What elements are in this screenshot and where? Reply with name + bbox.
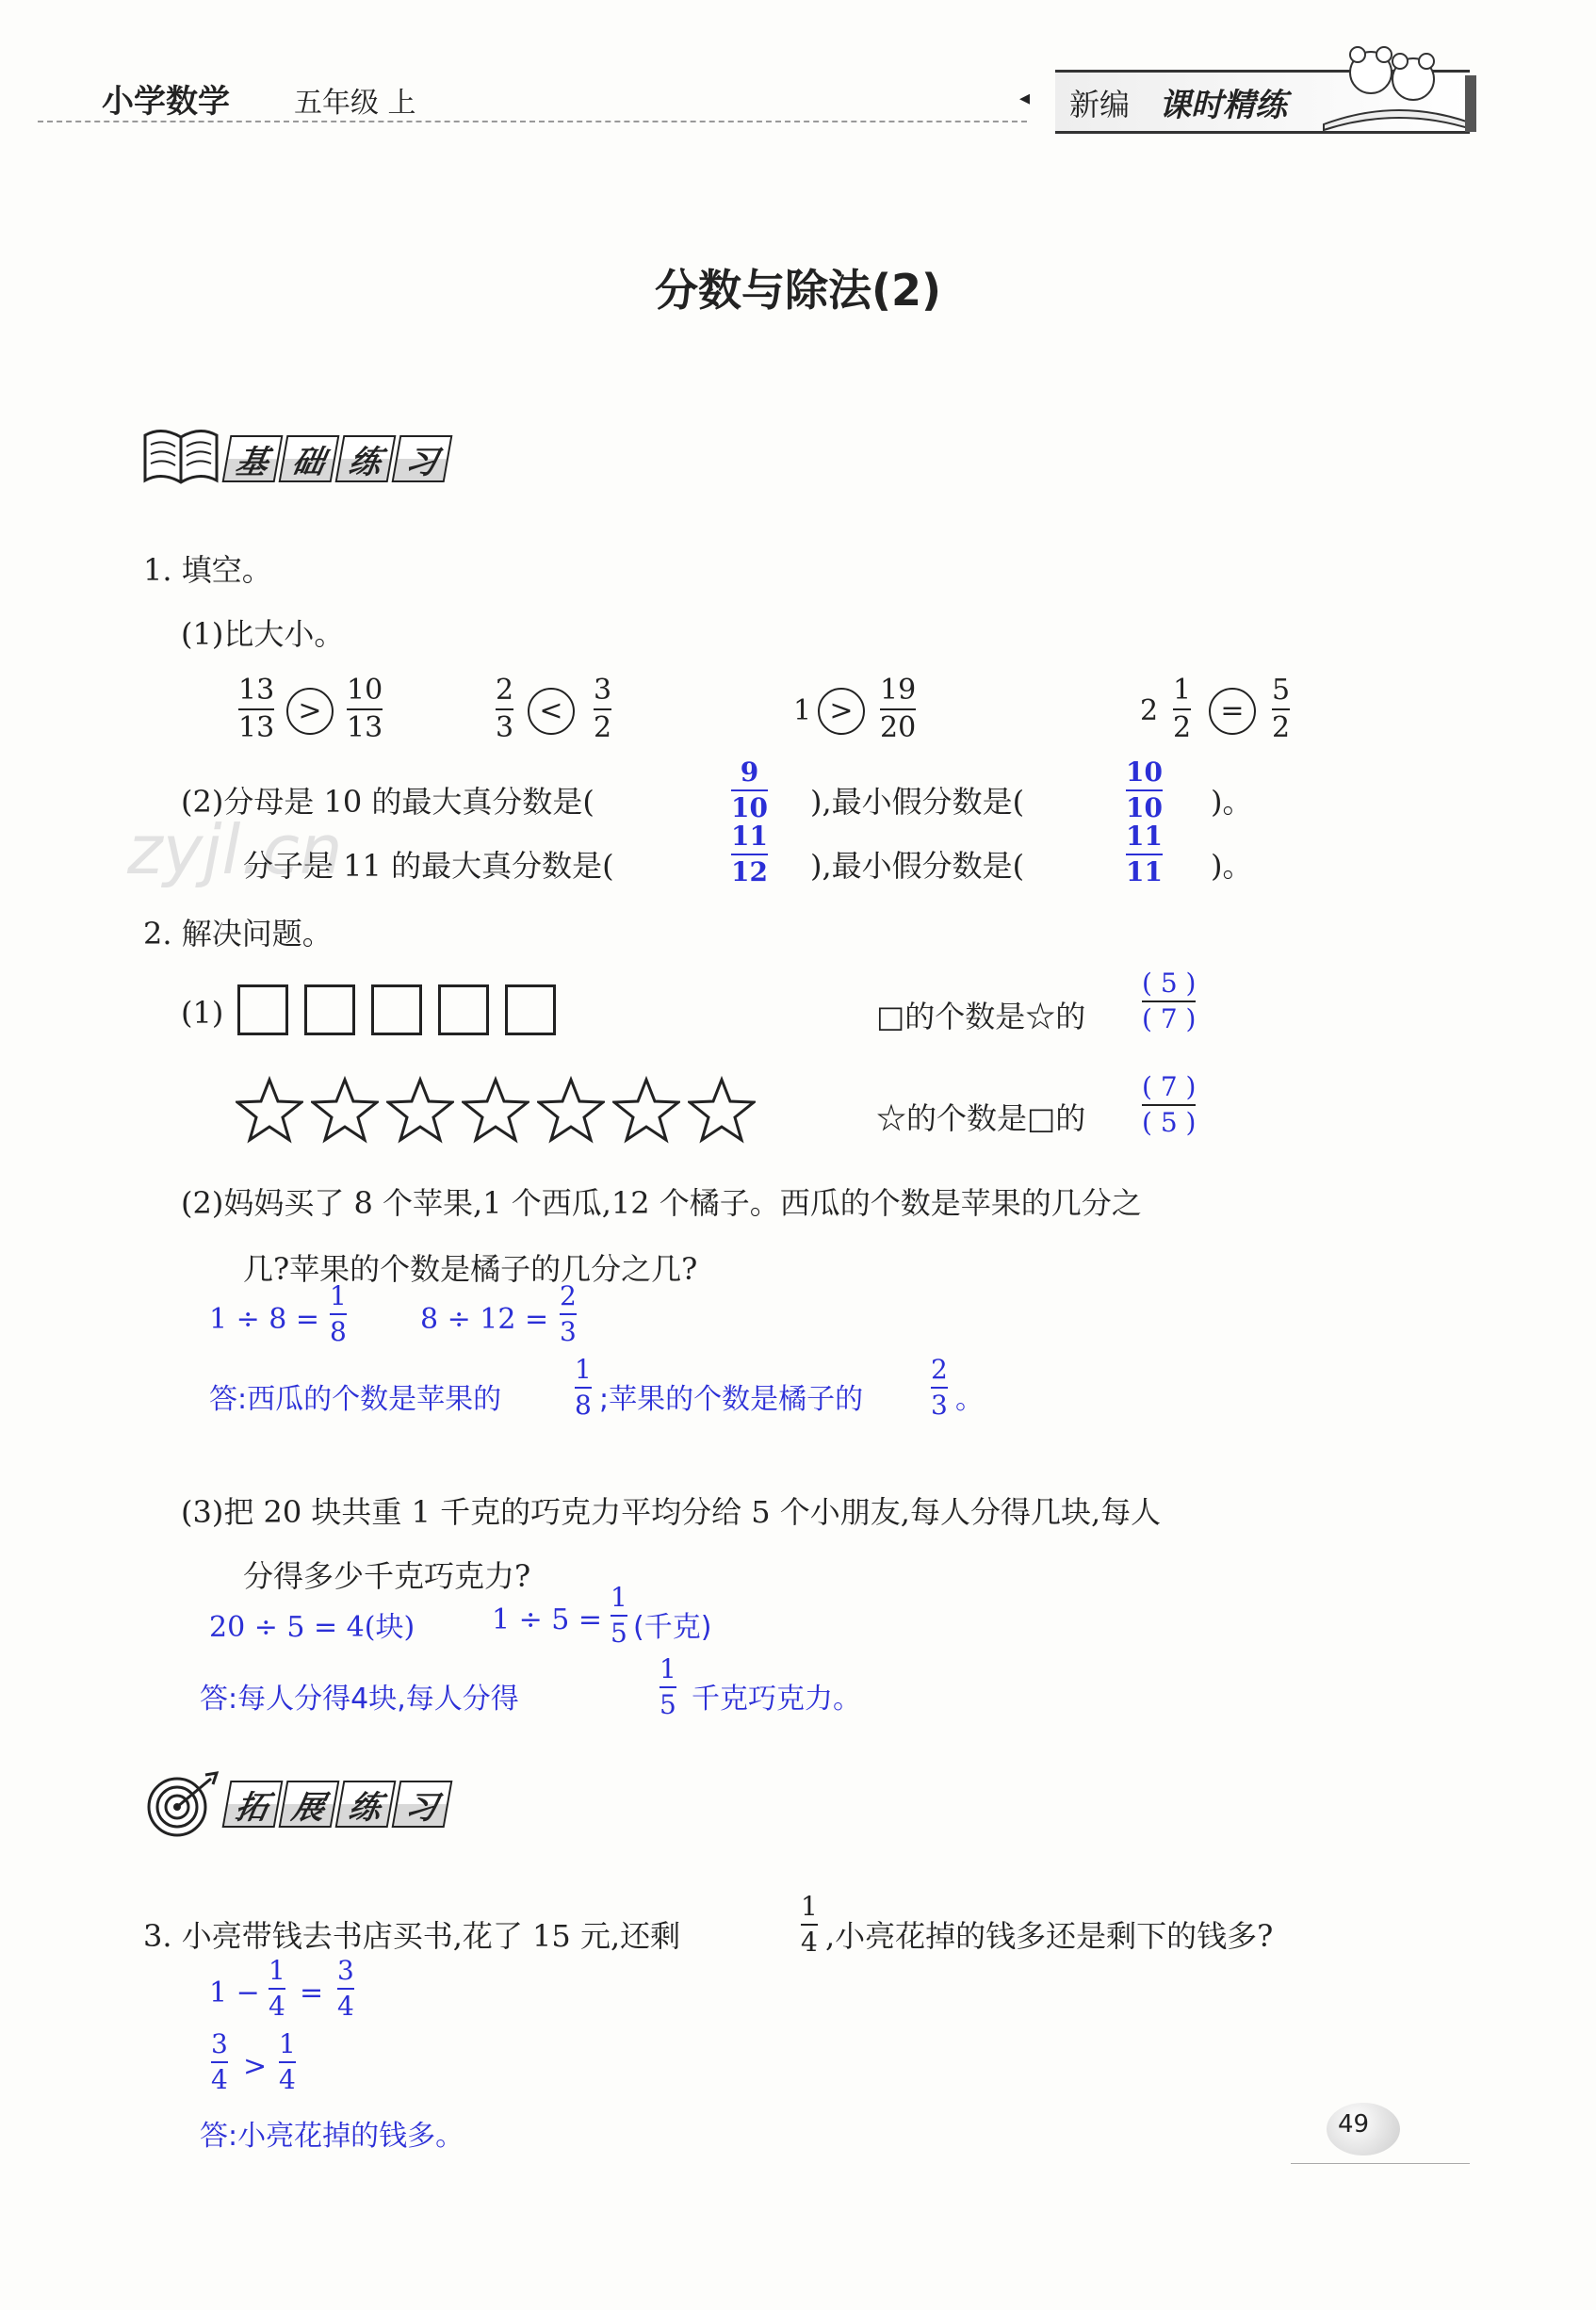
q1-part2-line2-close: )。 [1211, 848, 1253, 884]
q2-part2-line2: 几?苹果的个数是橘子的几分之几? [243, 1251, 698, 1287]
answer-equation: 1 ÷ 8 = [209, 1303, 320, 1336]
target-icon [141, 1769, 220, 1839]
section-extended-char: 练 [335, 1781, 397, 1828]
answer-sentence: 。 [955, 1383, 984, 1416]
watermark: zyjl.cn [127, 810, 343, 889]
compare-circle: < [528, 688, 575, 735]
fraction: 3 2 [594, 674, 612, 744]
header-arrow-icon: ◂ [1019, 87, 1031, 110]
answer-fraction: 1 5 [611, 1582, 627, 1649]
q2-part1: (1) [181, 995, 224, 1031]
q1-part2-line2-mid: ),最小假分数是( [810, 848, 1025, 884]
answer-fraction: 1 8 [330, 1280, 347, 1347]
star-shape [537, 1076, 605, 1144]
header-bears-icon [1314, 30, 1484, 134]
section-extended-char: 拓 [222, 1781, 284, 1828]
answer-fraction: 3 4 [337, 1955, 354, 2022]
q2-part3-line2: 分得多少千克巧克力? [243, 1558, 531, 1594]
section-basic-practice [226, 435, 448, 482]
section-extended-practice [226, 1781, 448, 1828]
answer-fraction: 1 8 [575, 1354, 592, 1421]
square-shape [371, 984, 422, 1035]
answer-fraction: 9 10 [731, 756, 768, 823]
q2-part3-line1: (3)把 20 块共重 1 千克的巧克力平均分给 5 个小朋友,每人分得几块,每人 [181, 1494, 1162, 1530]
star-shape [462, 1076, 529, 1144]
fraction: 2 3 [496, 674, 514, 744]
answer-sentence: ;苹果的个数是橘子的 [599, 1383, 864, 1416]
star-shape [612, 1076, 680, 1144]
answer-equation: 20 ÷ 5 = 4(块) [209, 1611, 415, 1644]
answer-equation: = [300, 1977, 324, 2009]
answer-sentence: 答:西瓜的个数是苹果的 [209, 1383, 502, 1416]
fraction: 13 13 [238, 674, 275, 744]
q2-stars-text: ☆的个数是□的 [876, 1100, 1086, 1136]
q2-label: 2. 解决问题。 [143, 916, 333, 952]
footer-line [1291, 2163, 1470, 2164]
header-divider [38, 121, 1027, 122]
page-number: 49 [1338, 2110, 1370, 2139]
q2-part2-line1: (2)妈妈买了 8 个苹果,1 个西瓜,12 个橘子。西瓜的个数是苹果的几分之 [181, 1185, 1142, 1221]
compare-circle: = [1209, 688, 1256, 735]
fraction: 19 20 [880, 674, 917, 744]
page-title: 分数与除法(2) [654, 265, 942, 316]
header-series-b: 课时精练 [1159, 87, 1287, 124]
answer-fraction: ( 7 ) ( 5 ) [1142, 1071, 1197, 1138]
answer-sentence: 答:小亮花掉的钱多。 [200, 2120, 464, 2153]
answer-fraction: 1 4 [269, 1955, 285, 2022]
q1-part2-line1-close: )。 [1211, 784, 1253, 820]
answer-sentence: 千克巧克力。 [692, 1683, 861, 1716]
compare-circle: > [818, 688, 865, 735]
header-series-a: 新编 [1069, 87, 1131, 122]
star-shape [236, 1076, 303, 1144]
whole-number: 1 [793, 694, 812, 727]
fraction: 1 2 [1173, 674, 1192, 744]
star-shape [386, 1076, 454, 1144]
q1-part1: (1)比大小。 [181, 616, 345, 652]
fraction: 10 13 [347, 674, 383, 744]
section-extended-char: 展 [279, 1781, 340, 1828]
q3-label-rest: ,小亮花掉的钱多还是剩下的钱多? [825, 1918, 1274, 1954]
answer-fraction: ( 5 ) ( 7 ) [1142, 968, 1197, 1034]
q1-label: 1. 填空。 [143, 552, 272, 588]
section-basic-char: 习 [392, 435, 453, 482]
answer-unit: (千克) [633, 1611, 712, 1644]
fraction: 5 2 [1272, 674, 1291, 744]
section-basic-char: 础 [279, 435, 340, 482]
answer-fraction: 2 3 [560, 1280, 577, 1347]
section-extended-char: 习 [392, 1781, 453, 1828]
square-shape [505, 984, 556, 1035]
answer-fraction: 11 11 [1126, 821, 1163, 887]
header-subject: 小学数学 [102, 83, 230, 121]
answer-fraction: 1 4 [279, 2028, 296, 2095]
answer-fraction: 3 4 [211, 2028, 228, 2095]
answer-equation: 8 ÷ 12 = [420, 1303, 549, 1336]
answer-fraction: 10 10 [1126, 756, 1163, 823]
section-basic-char: 基 [222, 435, 284, 482]
answer-fraction: 2 3 [931, 1354, 948, 1421]
q3-label: 3. 小亮带钱去书店买书,花了 15 元,还剩 [143, 1918, 681, 1954]
star-shape [688, 1076, 756, 1144]
star-shape [311, 1076, 379, 1144]
square-shape [438, 984, 489, 1035]
square-shape [304, 984, 355, 1035]
answer-equation: 1 ÷ 5 = [492, 1603, 603, 1636]
answer-fraction: 11 12 [731, 821, 768, 887]
q2-squares-text: □的个数是☆的 [876, 999, 1086, 1034]
book-icon [141, 422, 220, 490]
header-grade: 五年级 上 [294, 87, 416, 120]
q1-part2-line2: 分子是 11 的最大真分数是( [243, 848, 614, 884]
whole-number: 2 [1140, 694, 1159, 727]
answer-sentence: 答:每人分得4块,每人分得 [200, 1683, 519, 1716]
compare-circle: > [286, 688, 334, 735]
fraction: 1 4 [801, 1891, 818, 1958]
answer-fraction: 1 5 [660, 1653, 676, 1720]
answer-equation: > [243, 2050, 268, 2083]
q1-part2-line1: (2)分母是 10 的最大真分数是( [181, 784, 594, 820]
section-basic-char: 练 [335, 435, 397, 482]
square-shape [237, 984, 288, 1035]
answer-equation: 1 − [209, 1977, 260, 2009]
q1-part2-line1-mid: ),最小假分数是( [810, 784, 1025, 820]
